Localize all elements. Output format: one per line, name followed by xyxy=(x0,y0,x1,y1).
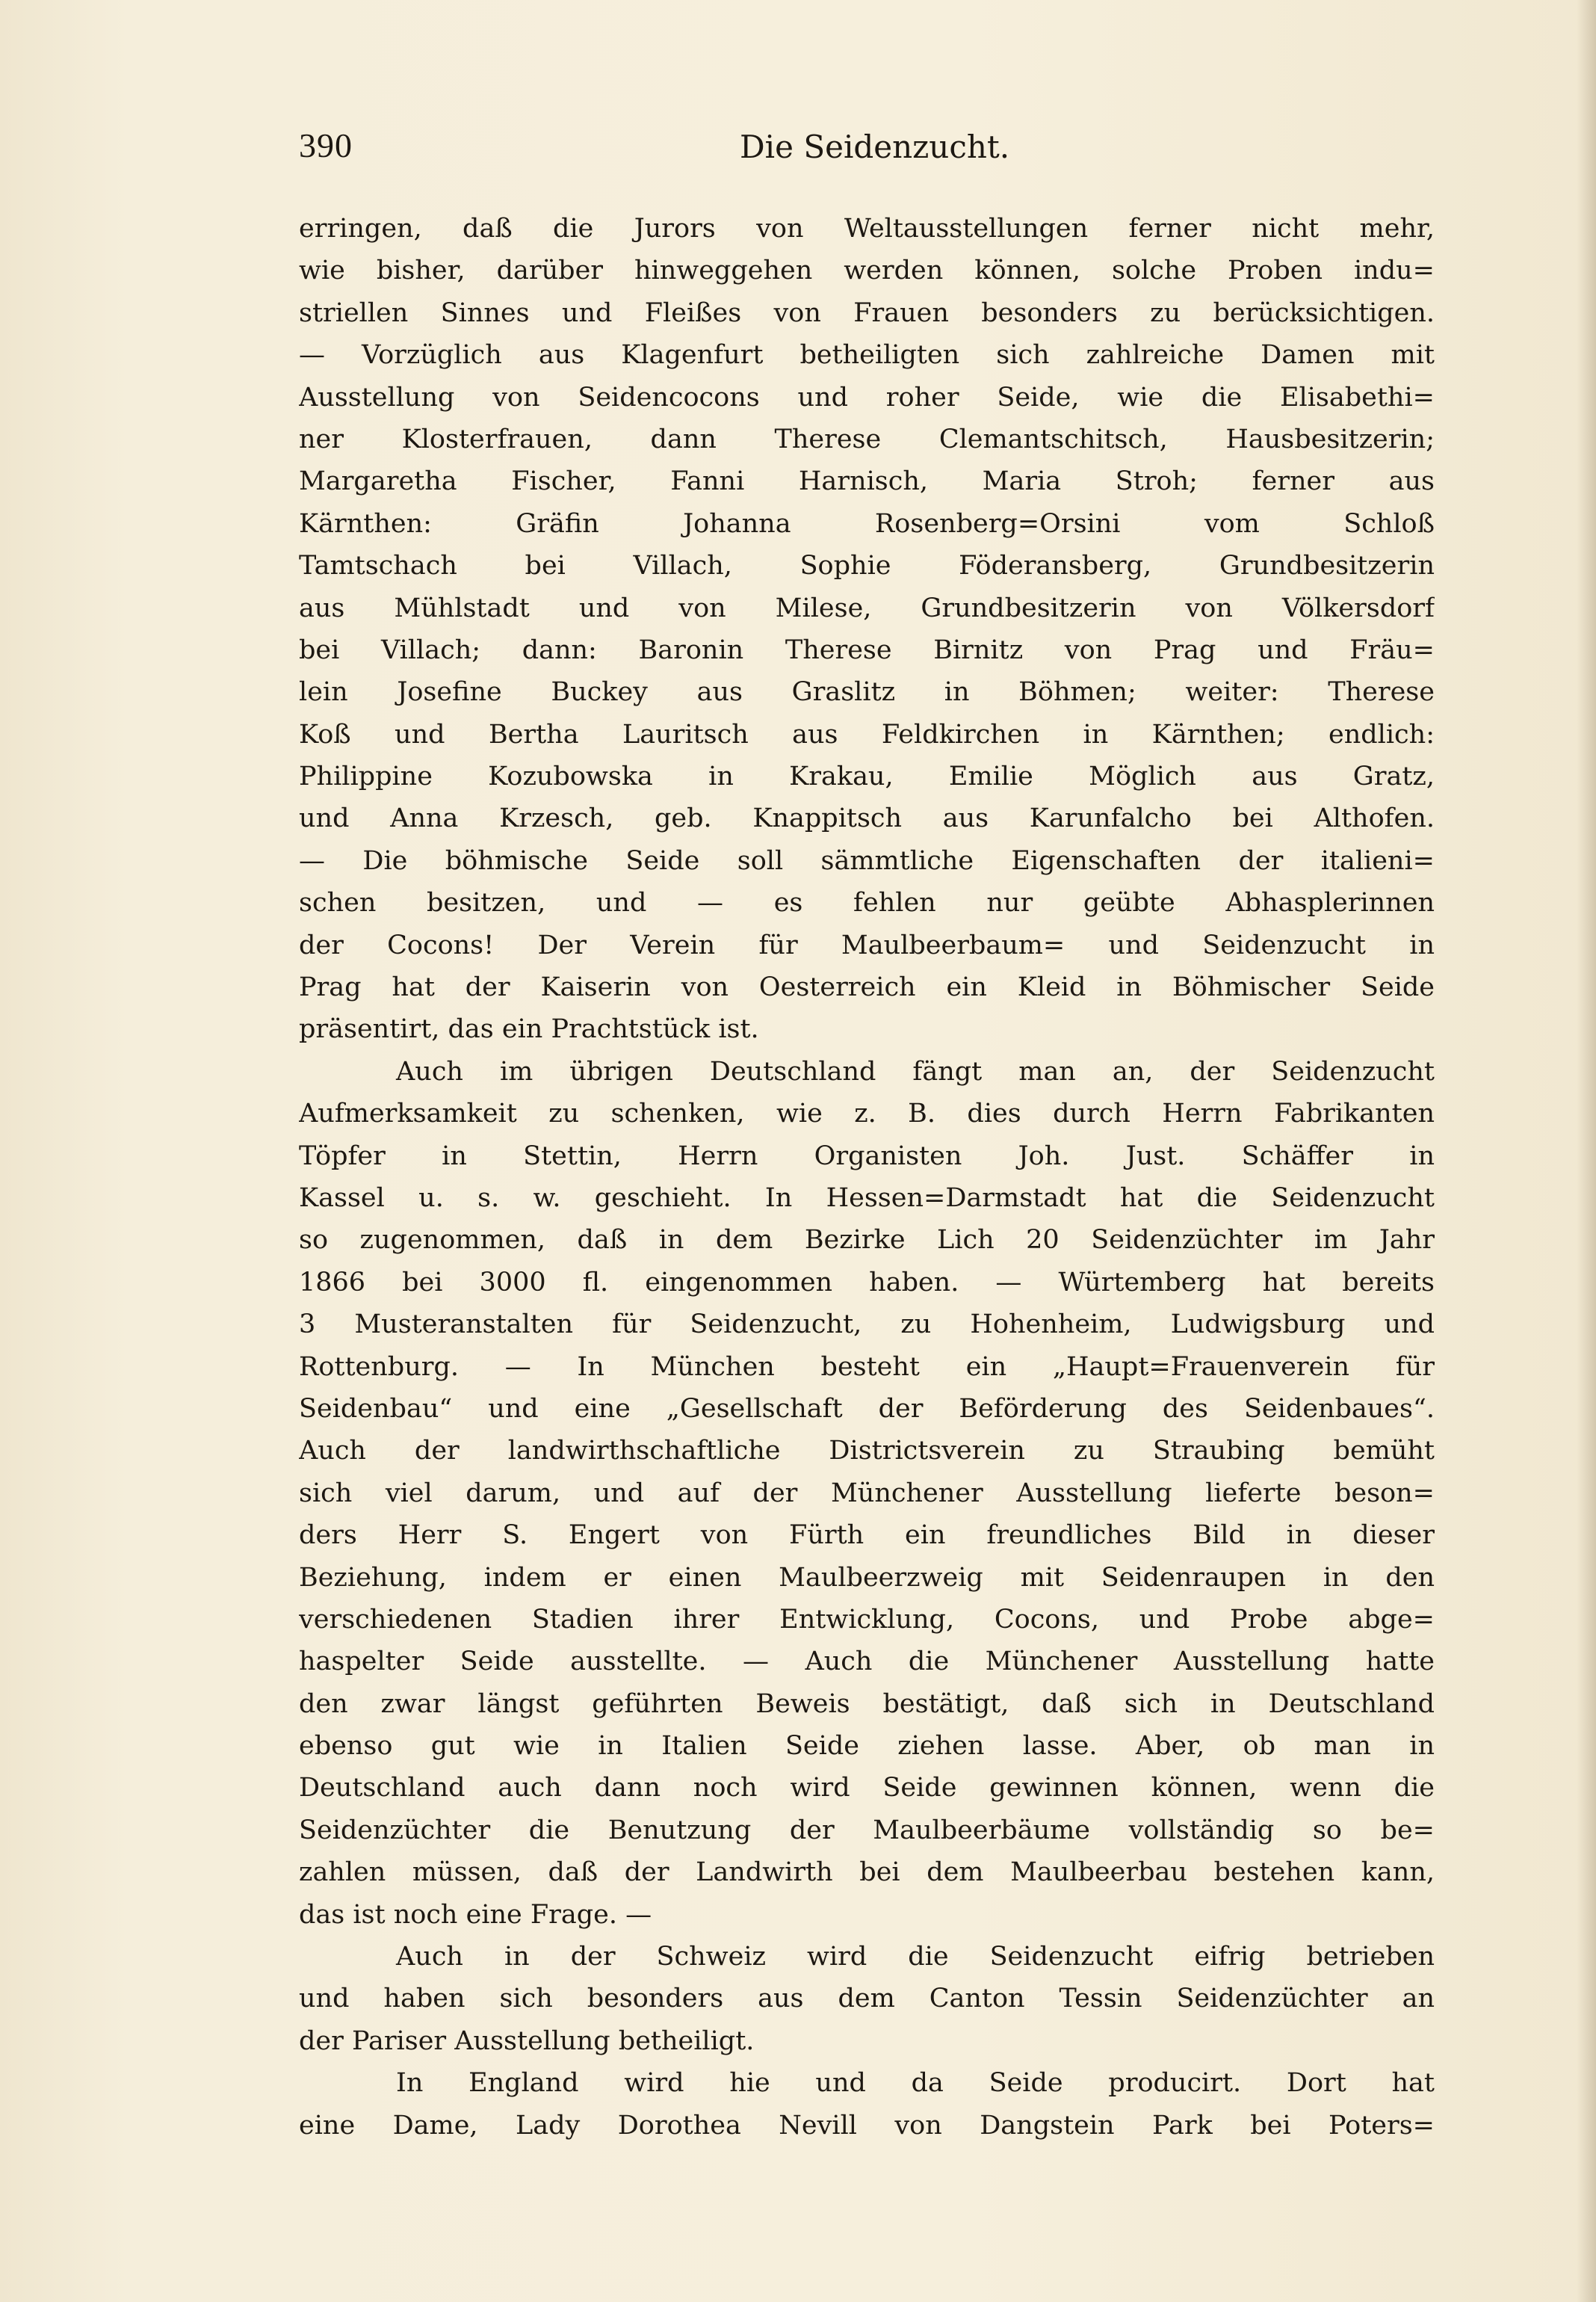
text-line: Kärnthen: Gräfin Johanna Rosenberg=Orsini vom Schloß xyxy=(299,508,1435,539)
text-line: Prag hat der Kaiserin von Oesterreich ein Kleid in Böhmischer Seide xyxy=(299,972,1435,1003)
page-edge-shadow xyxy=(1577,0,1596,2302)
text-line: wie bisher, darüber hinweggehen werden können, solche Proben indu= xyxy=(299,256,1435,286)
text-line: Töpfer in Stettin, Herrn Organisten Joh. Just. Schäffer in xyxy=(299,1141,1435,1171)
text-line: Aufmerksamkeit zu schenken, wie z. B. dies durch Herrn Fabrikanten xyxy=(299,1099,1435,1129)
text-line: sich viel darum, und auf der Münchener Ausstellung lieferte beson= xyxy=(299,1478,1435,1508)
text-line: Margaretha Fischer, Fanni Harnisch, Maria Stroh; ferner aus xyxy=(299,466,1435,497)
text-line: 1866 bei 3000 fl. eingenommen haben. — Würtemberg hat bereits xyxy=(299,1267,1435,1297)
text-line: haspelter Seide ausstellte. — Auch die Münchener Ausstellung hatte xyxy=(299,1647,1435,1677)
text-line: eine Dame, Lady Dorothea Nevill von Dangstein Park bei Poters= xyxy=(299,2110,1435,2141)
text-line: ner Klosterfrauen, dann Therese Clemantschitsch, Hausbesitzerin; xyxy=(299,424,1435,454)
text-line: Deutschland auch dann noch wird Seide gewinnen können, wenn die xyxy=(299,1773,1435,1803)
page-number: 390 xyxy=(299,126,353,164)
text-line: Ausstellung von Seidencocons und roher Seide, wie die Elisabethi= xyxy=(299,382,1435,413)
text-line: der Pariser Ausstellung betheiligt. xyxy=(299,2025,755,2056)
text-line: Seidenzüchter die Benutzung der Maulbeerbäume vollständig so be= xyxy=(299,1815,1435,1845)
text-line: bei Villach; dann: Baronin Therese Birnitz von Prag und Fräu= xyxy=(299,635,1435,665)
text-line: ebenso gut wie in Italien Seide ziehen lasse. Aber, ob man in xyxy=(299,1731,1435,1762)
text-line: Auch in der Schweiz wird die Seidenzucht eifrig betrieben xyxy=(396,1942,1435,1972)
text-line: striellen Sinnes und Fleißes von Frauen besonders zu berücksichtigen. xyxy=(299,297,1435,328)
text-line: zahlen müssen, daß der Landwirth bei dem Maulbeerbau bestehen kann, xyxy=(299,1857,1435,1888)
text-line: und haben sich besonders aus dem Canton Tessin Seidenzüchter an xyxy=(299,1984,1435,2014)
text-line: Seidenbau“ und eine „Gesellschaft der Beförderung des Seidenbaues“. xyxy=(299,1393,1435,1424)
running-title: Die Seidenzucht. xyxy=(740,129,1010,165)
text-line: erringen, daß die Jurors von Weltausstellungen ferner nicht mehr, xyxy=(299,214,1435,244)
text-line: der Cocons! Der Verein für Maulbeerbaum= und Seidenzucht in xyxy=(299,930,1435,960)
text-line: lein Josefine Buckey aus Graslitz in Böhmen; weiter: Therese xyxy=(299,677,1435,708)
text-line: Rottenburg. — In München besteht ein „Haupt=Frauenverein für xyxy=(299,1351,1435,1382)
text-line: Philippine Kozubowska in Krakau, Emilie Möglich aus Gratz, xyxy=(299,762,1435,792)
text-line: Beziehung, indem er einen Maulbeerzweig mit Seidenraupen in den xyxy=(299,1562,1435,1593)
body-text xyxy=(299,208,1435,2147)
text-line: Auch im übrigen Deutschland fängt man an, der Seidenzucht xyxy=(396,1056,1435,1087)
text-line: Auch der landwirthschaftliche Districtsverein zu Straubing bemüht xyxy=(299,1436,1435,1466)
text-line: den zwar längst geführten Beweis bestätigt, daß sich in Deutschland xyxy=(299,1688,1435,1719)
text-line: ders Herr S. Engert von Fürth ein freundliches Bild in dieser xyxy=(299,1520,1435,1551)
text-line: — Die böhmische Seide soll sämmtliche Eigenschaften der italieni= xyxy=(299,845,1435,876)
text-line: Koß und Bertha Lauritsch aus Feldkirchen in Kärnthen; endlich: xyxy=(299,719,1435,750)
text-line: schen besitzen, und — es fehlen nur geübte Abhasplerinnen xyxy=(299,888,1435,919)
text-line: In England wird hie und da Seide producirt. Dort hat xyxy=(396,2068,1435,2099)
text-line: verschiedenen Stadien ihrer Entwicklung, Cocons, und Probe abge= xyxy=(299,1604,1435,1635)
page-header xyxy=(299,126,1435,178)
text-line: Tamtschach bei Villach, Sophie Föderansberg, Grundbesitzerin xyxy=(299,551,1435,581)
text-line: das ist noch eine Frage. — xyxy=(299,1899,652,1930)
text-line: 3 Musteranstalten für Seidenzucht, zu Hohenheim, Ludwigsburg und xyxy=(299,1309,1435,1340)
text-line: — Vorzüglich aus Klagenfurt betheiligten sich zahlreiche Damen mit xyxy=(299,340,1435,371)
text-line: und Anna Krzesch, geb. Knappitsch aus Karunfalcho bei Althofen. xyxy=(299,803,1435,834)
text-line: Kassel u. s. w. geschieht. In Hessen=Darmstadt hat die Seidenzucht xyxy=(299,1182,1435,1213)
text-line: so zugenommen, daß in dem Bezirke Lich 20 Seidenzüchter im Jahr xyxy=(299,1225,1435,1256)
text-line: präsentirt, das ein Prachtstück ist. xyxy=(299,1014,759,1045)
text-line: aus Mühlstadt und von Milese, Grundbesitzerin von Völkersdorf xyxy=(299,593,1435,623)
